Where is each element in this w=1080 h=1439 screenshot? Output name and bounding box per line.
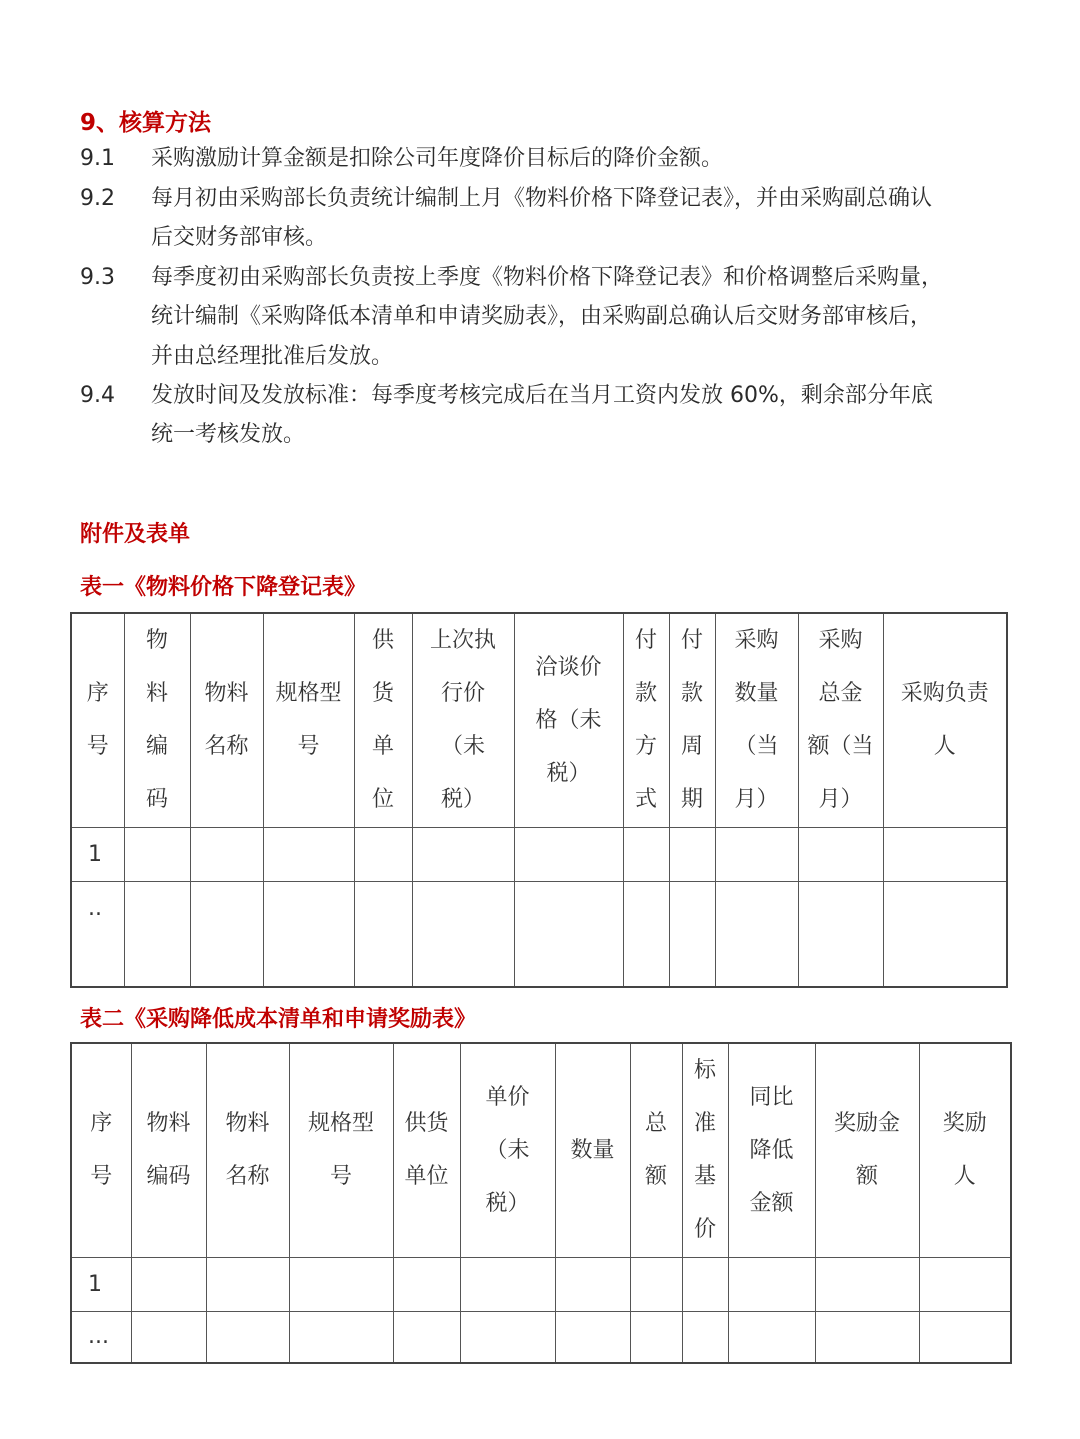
header-material-code: 物 料 编 码: [124, 613, 190, 827]
header-reward-amount: 奖励金 额: [815, 1043, 919, 1257]
header-payment-cycle: 付 款 周 期: [669, 613, 715, 827]
row-index: ..: [71, 881, 124, 987]
table-row: [71, 1311, 1011, 1363]
header-standard-base-price: 标 准 基 价: [682, 1043, 728, 1257]
header-yoy-reduction: 同比 降低 金额: [728, 1043, 815, 1257]
clause-line: 每月初由采购部长负责统计编制上月《物料价格下降登记表》，并由采购副总确认: [151, 186, 933, 211]
table1-title: 表一《物料价格下降登记表》: [80, 575, 367, 600]
table-row: [71, 827, 1007, 881]
header-purchase-qty: 采购 数量 （当 月）: [715, 613, 798, 827]
header-supply-unit: 供 货 单 位: [354, 613, 412, 827]
clause-number: 9.4: [80, 383, 115, 408]
clause-line: 发放时间及发放标准：每季度考核完成后在当月工资内发放 60%，剩余部分年底: [151, 383, 933, 408]
header-supply-unit: 供货 单位: [393, 1043, 460, 1257]
header-last-price: 上次执 行价 （未 税）: [412, 613, 514, 827]
row-index: 1: [71, 827, 124, 881]
clause-line: 统一考核发放。: [151, 422, 306, 448]
cost-reduction-reward-table: [70, 1042, 1012, 1364]
table-header-row: [71, 1043, 1011, 1257]
header-material-code: 物料 编码: [131, 1043, 206, 1257]
clause-line: 采购激励计算金额是扣除公司年度降价目标后的降价金额。: [151, 146, 724, 171]
header-reward-person: 奖励 人: [919, 1043, 1011, 1257]
clause-line: 每季度初由采购部长负责按上季度《物料价格下降登记表》和价格调整后采购量，: [151, 265, 944, 290]
clause-number: 9.2: [80, 186, 115, 211]
header-unit-price: 单价 （未 税）: [460, 1043, 555, 1257]
clause-line: 统计编制《采购降低本清单和申请奖励表》，由采购副总确认后交财务部审核后，: [151, 304, 933, 330]
header-negotiated-price: 洽谈价 格（未 税）: [514, 613, 623, 827]
section-title: 9、核算方法: [80, 110, 212, 136]
header-spec-model: 规格型 号: [289, 1043, 393, 1257]
clause-line: 后交财务部审核。: [151, 225, 328, 251]
clause-number: 9.3: [80, 265, 115, 290]
header-payment-method: 付 款 方 式: [623, 613, 669, 827]
table-row: [71, 881, 1007, 987]
header-purchase-total: 采购 总金 额（当 月）: [798, 613, 883, 827]
header-seq: 序 号: [71, 613, 124, 827]
attachments-title: 附件及表单: [80, 522, 191, 547]
row-index: 1: [71, 1257, 131, 1311]
price-reduction-register-table: [70, 612, 1008, 988]
table-header-row: [71, 613, 1007, 827]
clause-number: 9.1: [80, 146, 115, 171]
header-quantity: 数量: [555, 1043, 630, 1257]
header-material-name: 物料 名称: [206, 1043, 289, 1257]
header-spec-model: 规格型 号: [263, 613, 354, 827]
table-row: [71, 1257, 1011, 1311]
header-buyer: 采购负责 人: [883, 613, 1007, 827]
header-material-name: 物料 名称: [190, 613, 263, 827]
row-index: ...: [71, 1311, 131, 1363]
table2-title: 表二《采购降低成本清单和申请奖励表》: [80, 1007, 477, 1032]
header-seq: 序 号: [71, 1043, 131, 1257]
header-total-amount: 总 额: [630, 1043, 682, 1257]
clause-line: 并由总经理批准后发放。: [151, 343, 394, 369]
